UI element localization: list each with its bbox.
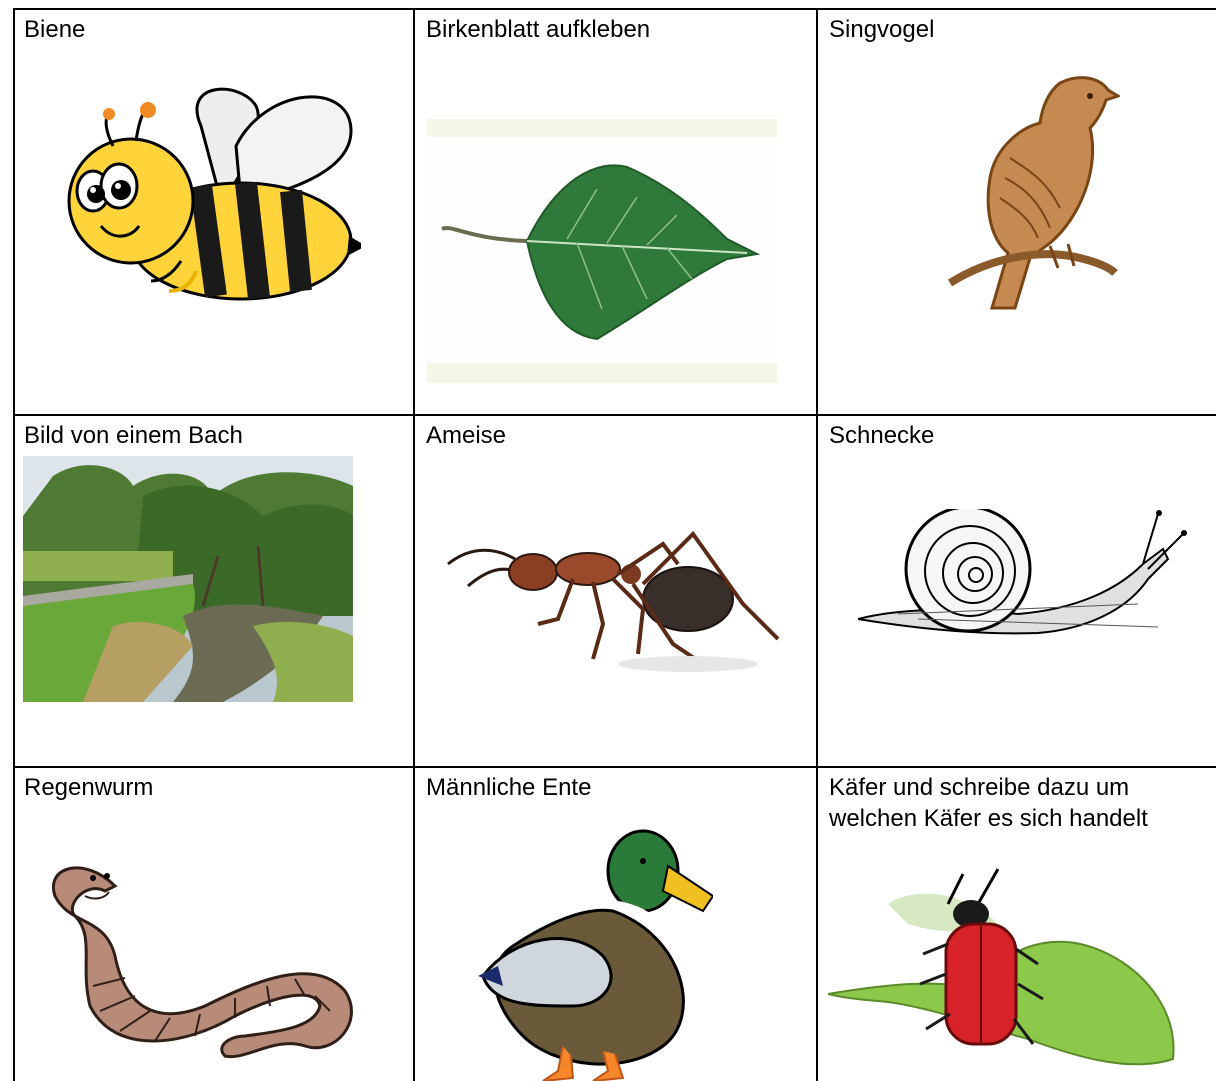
cell-birch-leaf xyxy=(415,8,816,414)
songbird-icon xyxy=(930,68,1120,310)
worksheet-table xyxy=(13,8,1216,1081)
cell-label: Regenwurm xyxy=(24,774,154,801)
cell-label: Männliche Ente xyxy=(426,774,592,801)
cell-bee xyxy=(13,8,413,414)
cell-ant xyxy=(415,414,816,766)
cell-label: Biene xyxy=(24,16,86,43)
cell-stream xyxy=(13,414,413,766)
snail-icon xyxy=(858,509,1188,644)
mallard-duck-icon xyxy=(473,816,713,1081)
cell-beetle xyxy=(818,766,1216,1081)
birch-leaf-icon xyxy=(427,119,777,383)
cell-label: Birkenblatt aufkleben xyxy=(426,16,651,43)
cell-label: Käfer und schreibe dazu um welchen Käfer es sich handelt xyxy=(829,774,1148,832)
cell-snail xyxy=(818,414,1216,766)
bee-icon xyxy=(51,86,361,301)
cell-label: Ameise xyxy=(426,422,507,449)
cell-label: Singvogel xyxy=(829,16,935,43)
ant-icon xyxy=(443,524,783,684)
cell-songbird xyxy=(818,8,1216,414)
cell-label: Bild von einem Bach xyxy=(24,422,243,449)
earthworm-icon xyxy=(45,846,355,1076)
cell-label: Schnecke xyxy=(829,422,935,449)
cell-mallard xyxy=(415,766,816,1081)
stream-photo xyxy=(23,456,353,702)
cell-earthworm xyxy=(13,766,413,1081)
beetle-on-leaf-icon xyxy=(828,864,1198,1079)
